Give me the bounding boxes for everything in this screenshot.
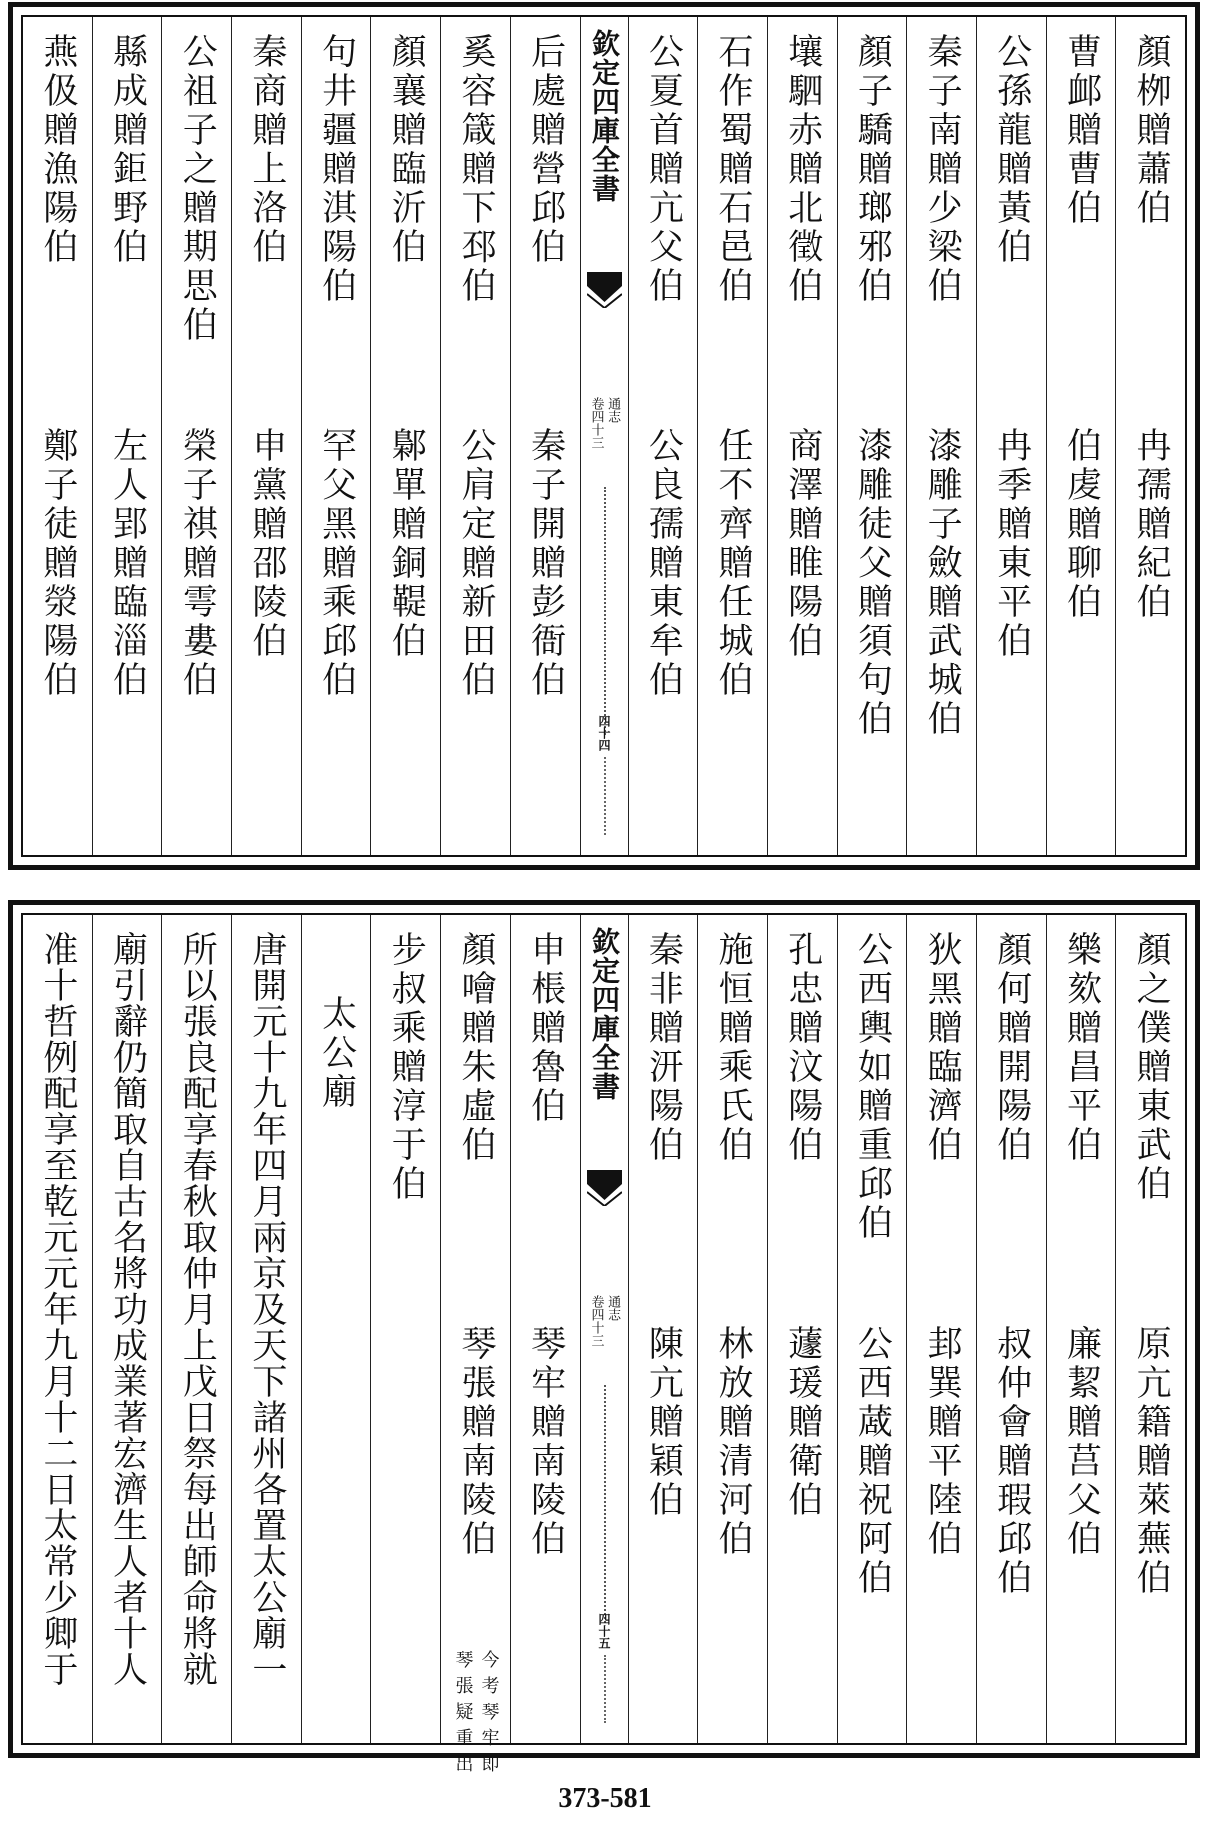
column-upper-text: 后處贈營邱伯 — [525, 33, 566, 267]
column-lower-text: 鄭子徒贈滎陽伯 — [37, 427, 78, 700]
column-upper-text: 狄黑贈臨濟伯 — [922, 931, 963, 1165]
column-lower-text: 冉孺贈紀伯 — [1131, 427, 1172, 622]
page-top-columns — [23, 17, 1185, 855]
text-column — [1046, 17, 1116, 855]
column-lower-text: 任不齊贈任城伯 — [713, 427, 754, 700]
body-text: 唐開元十九年四月兩京及天下諸州各置太公廟一 — [246, 931, 287, 1687]
column-lower-text: 廉絜贈莒父伯 — [1061, 1325, 1102, 1559]
text-column — [767, 915, 837, 1743]
column-lower-text: 叔仲會贈瑕邱伯 — [991, 1325, 1032, 1598]
column-lower-text: 琴牢贈南陵伯 — [525, 1325, 566, 1559]
page-bottom — [8, 900, 1200, 1780]
text-column — [301, 915, 371, 1743]
column-upper-text: 公祖子之贈期思伯 — [177, 33, 218, 345]
volume-series: 通志 — [605, 397, 621, 423]
volume-number: 卷四十三 — [588, 1295, 604, 1347]
text-column — [1115, 915, 1185, 1743]
fish-tail-ornament-icon — [587, 1170, 622, 1206]
text-column — [767, 17, 837, 855]
text-column — [370, 17, 440, 855]
fish-tail-ornament-icon — [587, 272, 622, 308]
text-column — [1115, 17, 1185, 855]
column-lower-text: 冉季贈東平伯 — [991, 427, 1032, 661]
text-column — [510, 915, 580, 1743]
column-upper-text: 曹䘏贈曹伯 — [1061, 33, 1102, 228]
text-column — [697, 915, 767, 1743]
body-text: 廟引辭仍簡取自古名將功成業著宏濟生人者十人 — [107, 931, 148, 1687]
column-lower-text: 公肩定贈新田伯 — [455, 427, 496, 700]
column-upper-text: 樂欬贈昌平伯 — [1061, 931, 1102, 1165]
text-column — [906, 17, 976, 855]
column-upper-text: 申棖贈魯伯 — [525, 931, 566, 1126]
column-lower-text: 榮子祺贈雩婁伯 — [177, 427, 218, 700]
column-upper-text: 公西輿如贈重邱伯 — [852, 931, 893, 1243]
column-upper-text: 秦非贈汧陽伯 — [643, 931, 684, 1165]
margin-dotted-line-lower — [604, 1655, 606, 1723]
column-upper-text: 步叔乘贈淳于伯 — [386, 931, 427, 1204]
text-column — [837, 17, 907, 855]
column-lower-text: 公良孺贈東牟伯 — [643, 427, 684, 700]
column-lower-text: 公西蒧贈祝阿伯 — [852, 1325, 893, 1598]
text-column — [161, 17, 231, 855]
text-column — [628, 17, 698, 855]
center-margin-column — [580, 915, 628, 1743]
text-column — [837, 915, 907, 1743]
column-upper-text: 顏子驕贈瑯邪伯 — [852, 33, 893, 306]
column-upper-text: 顏栁贈蕭伯 — [1131, 33, 1172, 228]
column-upper-text: 顏何贈開陽伯 — [991, 931, 1032, 1165]
volume-series: 通志 — [605, 1295, 621, 1321]
annotation-line: 今考琴牢即 — [478, 1650, 500, 1780]
column-lower-text: 漆雕徒父贈須句伯 — [852, 427, 893, 739]
column-upper-text: 秦商贈上洛伯 — [246, 33, 287, 267]
column-upper-text: 燕伋贈漁陽伯 — [37, 33, 78, 267]
text-column — [23, 915, 92, 1743]
text-column — [510, 17, 580, 855]
margin-dotted-line — [604, 1385, 606, 1623]
column-lower-text: 左人郢贈臨淄伯 — [107, 427, 148, 700]
body-text: 所以張良配享春秋取仲月上戊日祭每出師命將就 — [177, 931, 218, 1687]
text-column — [23, 17, 92, 855]
text-column — [906, 915, 976, 1743]
column-lower-text: 陳亢贈穎伯 — [643, 1325, 684, 1520]
column-upper-text: 秦子南贈少梁伯 — [922, 33, 963, 306]
text-column — [92, 915, 162, 1743]
column-lower-text: 伯䖍贈聊伯 — [1061, 427, 1102, 622]
column-lower-text: 原亢籍贈萊蕪伯 — [1131, 1325, 1172, 1598]
book-title: 欽定四庫全書 — [588, 927, 621, 1101]
column-upper-text: 顏噲贈朱虛伯 — [455, 931, 496, 1165]
column-lower-text: 蘧瑗贈衛伯 — [782, 1325, 823, 1520]
column-upper-text: 縣成贈鉅野伯 — [107, 33, 148, 267]
column-lower-text: 鄡單贈銅鞮伯 — [386, 427, 427, 661]
column-upper-text: 句井疆贈淇陽伯 — [316, 33, 357, 306]
column-upper-text: 奚容箴贈下邳伯 — [455, 33, 496, 306]
text-column — [628, 915, 698, 1743]
text-column — [301, 17, 371, 855]
text-column — [161, 915, 231, 1743]
page-top — [8, 2, 1200, 870]
folio-number: 四十五 — [597, 1613, 611, 1649]
book-title: 欽定四庫全書 — [588, 29, 621, 203]
page-bottom-columns — [23, 915, 1185, 1780]
column-lower-text: 申黨贈邵陵伯 — [246, 427, 287, 661]
column-upper-text: 顏之僕贈東武伯 — [1131, 931, 1172, 1204]
column-lower-text: 琴張贈南陵伯 — [455, 1325, 496, 1559]
text-column — [440, 17, 510, 855]
page-bottom-frame — [21, 913, 1187, 1780]
text-column — [440, 915, 510, 1780]
column-lower-text: 邽巽贈平陸伯 — [922, 1325, 963, 1559]
column-upper-text: 顏襄贈臨沂伯 — [386, 33, 427, 267]
volume-info — [589, 1295, 619, 1347]
column-upper-text: 壤駟赤贈北徵伯 — [782, 33, 823, 306]
page-number: 373-581 — [558, 1783, 652, 1814]
text-column — [697, 17, 767, 855]
body-text: 准十哲例配享至乾元元年九月十二日太常少卿于 — [37, 931, 78, 1687]
section-heading: 太公廟 — [316, 995, 357, 1112]
column-lower-text: 漆雕子斂贈武城伯 — [922, 427, 963, 739]
column-lower-text: 罕父黑贈乘邱伯 — [316, 427, 357, 700]
text-column — [92, 17, 162, 855]
column-upper-text: 石作蜀贈石邑伯 — [713, 33, 754, 306]
column-lower-text: 秦子開贈彭衙伯 — [525, 427, 566, 700]
text-column — [370, 915, 440, 1743]
column-lower-text: 商澤贈睢陽伯 — [782, 427, 823, 661]
text-column — [976, 17, 1046, 855]
annotation-line: 琴張疑重出 — [452, 1650, 474, 1780]
page-top-frame — [21, 15, 1187, 857]
volume-number: 卷四十三 — [588, 397, 604, 449]
column-lower-text: 林放贈清河伯 — [713, 1325, 754, 1559]
column-upper-text: 施恒贈乘氏伯 — [713, 931, 754, 1165]
text-column — [1046, 915, 1116, 1743]
center-margin-column — [580, 17, 628, 855]
text-column — [976, 915, 1046, 1743]
annotation-note — [452, 1650, 500, 1780]
column-upper-text: 公孫龍贈黃伯 — [991, 33, 1032, 267]
column-upper-text: 孔忠贈汶陽伯 — [782, 931, 823, 1165]
text-column — [231, 915, 301, 1743]
margin-dotted-line — [604, 487, 606, 735]
text-column — [231, 17, 301, 855]
folio-number: 四十四 — [597, 715, 611, 751]
column-upper-text: 公夏首贈亢父伯 — [643, 33, 684, 306]
margin-dotted-line-lower — [604, 757, 606, 835]
volume-info — [589, 397, 619, 449]
